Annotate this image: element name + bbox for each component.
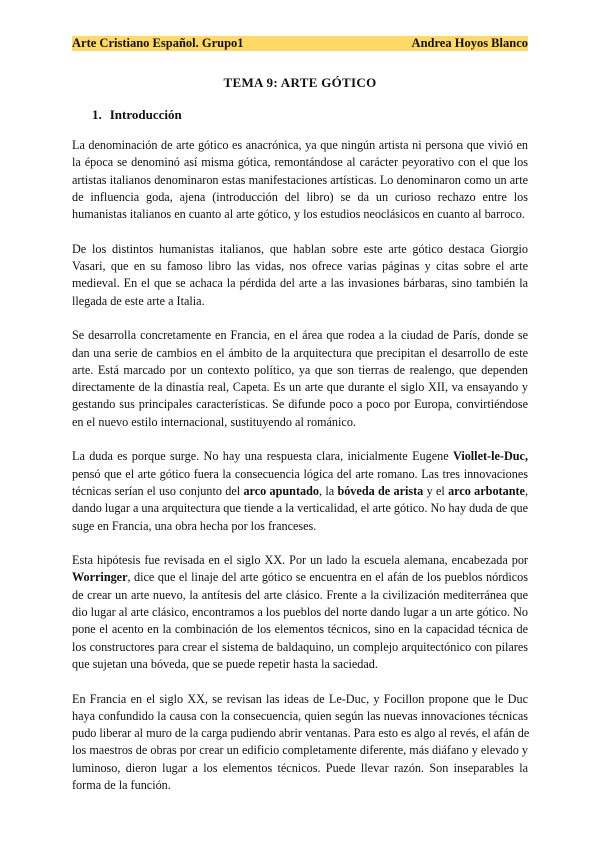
text-line (72, 656, 528, 673)
text-line (72, 691, 528, 708)
bold-term: bóveda de arista (337, 483, 424, 498)
text-segment: dando lugar a una arquitectura que tiende a la verticalidad, el arte gótico. No hay duda de que (72, 501, 528, 516)
bold-term: Worringer (72, 570, 128, 585)
text-segment: pudo liberar al muro de la carga pudiendo abrir ventanas. Para esto es algo al revés, el afán de (72, 726, 530, 741)
text-line (72, 604, 528, 621)
text-line (72, 760, 528, 777)
text-segment: la época se denominó así misma gótica, remontándose al carácter peyorativo con el que los (72, 155, 528, 170)
text-segment: , (524, 483, 528, 498)
text-segment: suge en Francia, una obra hecha por los franceses. (72, 518, 317, 533)
bold-term: Viollet-le-Duc, (452, 449, 528, 464)
text-segment: de crear un arte nuevo, la antítesis del arte clásico. Frente a la civilización mediterránea que (72, 587, 528, 602)
text-segment: Esta hipótesis fue revisada en el siglo XX. Por un lado la escuela alemana, encabezada por (72, 553, 528, 568)
text-segment: La denominación de arte gótico es anacrónica, ya que ningún artista ni persona que vivió en (72, 138, 528, 152)
paragraph (72, 327, 528, 431)
text-line (72, 293, 528, 310)
text-segment: en el nuevo estilo internacional, sustituyendo al románico. (72, 414, 356, 429)
section-label: Introducción (109, 107, 182, 122)
text-line (72, 708, 528, 725)
paragraph (72, 448, 528, 534)
text-line (72, 206, 528, 223)
document-body (72, 137, 528, 812)
text-segment: En Francia en el siglo XX, se revisan las ideas de Le-Duc, y Focillon propone que le Duc (72, 691, 528, 706)
text-segment: los constructores para crear el sistema de baldaquino, un complejo arquitectónico con pilares (72, 639, 528, 654)
text-line (72, 379, 528, 396)
text-segment: La duda es porque surge. No hay una respuesta clara, inicialmente Eugene (72, 449, 453, 464)
text-line (72, 639, 528, 656)
bold-term: arco apuntado (243, 483, 319, 498)
text-line (72, 448, 528, 465)
paragraph (72, 241, 528, 310)
text-segment: medieval. En el que se achaca la pérdida del arte a las invasiones bárbaras, sino también la (72, 276, 528, 291)
text-line (72, 258, 528, 275)
text-segment: gestando sus principales características. Se difunde poco a poco por Europa, convirtiéndose (72, 397, 528, 412)
text-line (72, 154, 528, 171)
text-segment: luminoso, dieron lugar a los elementos técnicos. Puede llevar razón. Son inseparables la (72, 760, 528, 775)
text-line (72, 500, 528, 517)
text-segment: y el (423, 483, 449, 498)
text-segment: pone el acento en la combinación de los elementos técnicos, sino en la capacidad técnica de (72, 622, 528, 637)
text-segment: llegada de este arte a Italia. (72, 293, 205, 308)
text-line (72, 275, 528, 292)
section-heading (92, 107, 182, 123)
text-segment: artistas italianos denominaron estas manifestaciones artísticas. Lo denominaron como un arte (72, 172, 528, 187)
text-line (72, 621, 528, 638)
text-segment: directamente de la dinastía real, Capeta. Es un arte que durante el siglo XII, va ensayando y (72, 380, 528, 395)
header-course: Arte Cristiano Español. Grupo1 (72, 36, 244, 50)
text-segment: Vasari, que en su famoso libro las vidas, nos ofrece varias páginas y citas sobre el arte (72, 259, 528, 274)
paragraph (72, 552, 528, 673)
text-line (72, 241, 528, 258)
text-segment: , dice que el linaje del arte gótico se encuentra en el afán de los pueblos nórdicos (127, 570, 528, 585)
text-line (72, 189, 528, 206)
text-line (72, 569, 528, 586)
text-line (72, 483, 528, 500)
page-header (72, 36, 528, 51)
text-line (72, 466, 528, 483)
text-line (72, 725, 528, 742)
bold-term: arco arbotante (448, 483, 525, 498)
text-line (72, 362, 528, 379)
text-segment: dan una serie de cambios en el ámbito de la arquitectura que precipitan el desarrollo de este (72, 345, 528, 360)
text-line (72, 587, 528, 604)
text-line (72, 742, 528, 759)
document-title: TEMA 9: ARTE GÓTICO (223, 75, 377, 90)
text-segment: técnicas serían el uso conjunto del (72, 483, 244, 498)
text-segment: forma de la función. (72, 777, 171, 792)
text-segment: arte. Está marcado por un contexto político, ya que son tierras de realengo, que dependen (72, 362, 528, 377)
text-segment: pensó que el arte gótico fuera la consecuencia lógica del arte romano. Las tres innovaciones (72, 466, 528, 481)
text-segment: De los distintos humanistas italianos, que hablan sobre este arte gótico destaca Giorgio (72, 241, 528, 256)
text-segment: humanistas italianos en cuanto al arte gótico, y los estudios neoclásicos en cuanto al barroco. (72, 207, 525, 222)
text-line (72, 345, 528, 362)
text-line (72, 552, 528, 569)
section-number: 1. (92, 107, 102, 122)
text-segment: Se desarrolla concretamente en Francia, en el área que rodea a la ciudad de París, donde se (72, 328, 528, 343)
text-line (72, 396, 528, 413)
text-segment: de influencia goda, ajena (introducción del libro) se da un curioso rechazo entre los (72, 189, 528, 204)
text-segment: los maestros de obras por crear un edificio completamente diferente, más diáfano y elevado y (72, 743, 528, 758)
paragraph (72, 137, 528, 223)
text-line (72, 777, 528, 794)
text-segment: haya confundido la causa con la consecuencia, quien según las nuevas innovaciones técnicas (72, 708, 528, 723)
text-line (72, 518, 528, 535)
header-author: Andrea Hoyos Blanco (411, 36, 528, 50)
text-line (72, 172, 528, 189)
text-line (72, 327, 528, 344)
text-segment: , la (318, 483, 338, 498)
text-segment: dio lugar al arte clásico, encontramos a los pueblos del norte dando lugar a un arte gótico. No (72, 605, 528, 620)
text-line (72, 414, 528, 431)
paragraph (72, 691, 528, 795)
text-line (72, 137, 528, 154)
text-segment: que sujetan una bóveda, que se puede repetir hasta la saciedad. (72, 656, 378, 671)
